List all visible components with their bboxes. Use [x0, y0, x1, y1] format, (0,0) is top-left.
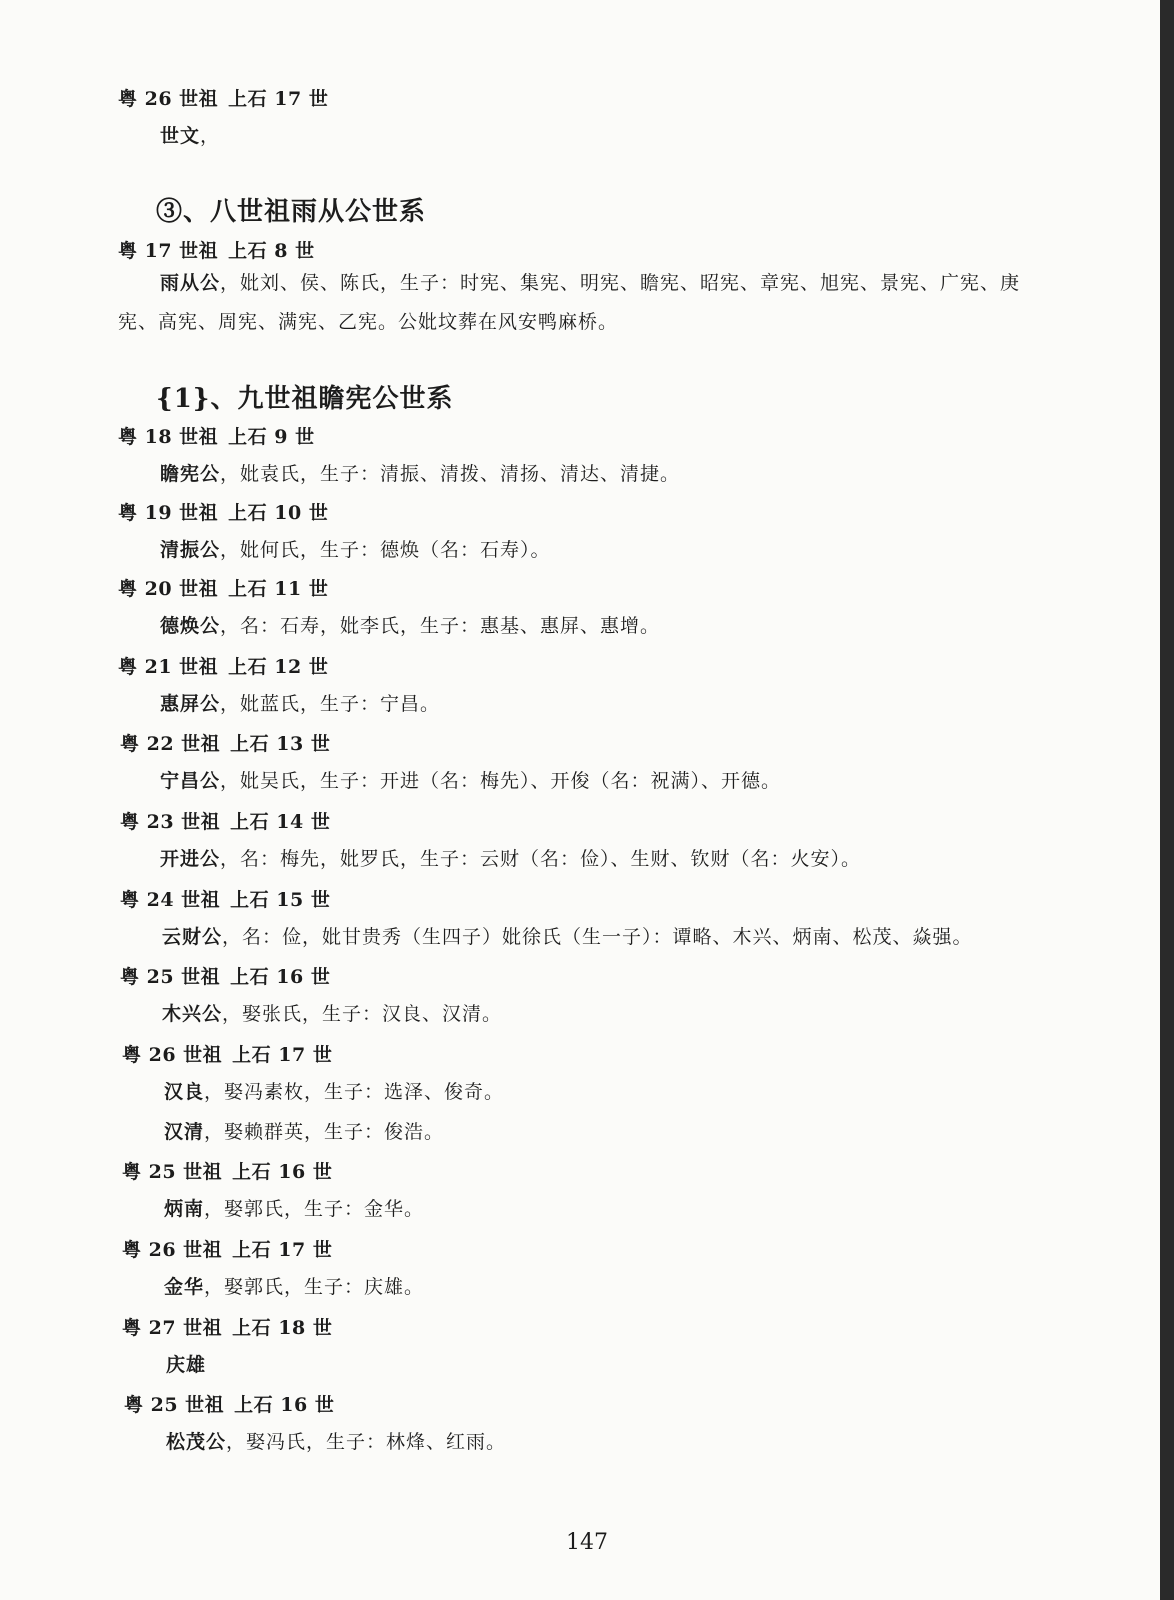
generation-label: 粤 24 世祖: [120, 889, 221, 911]
person-entry: [164, 1117, 444, 1144]
generation-label: 粤 21 世祖: [118, 656, 219, 678]
section-title: ③、八世祖雨从公世系: [156, 197, 427, 227]
person-details: ，娶张氏，生子：汉良、汉清。: [222, 1003, 503, 1025]
scan-edge: [1160, 0, 1174, 1600]
person-name: 汉清: [164, 1121, 205, 1143]
page-number: 147: [566, 1530, 608, 1555]
person-name: 炳南: [164, 1198, 205, 1220]
generation-heading: [120, 807, 330, 834]
section-title: {1}、九世祖瞻宪公世系: [156, 384, 454, 414]
person-entry: [162, 999, 502, 1026]
generation-label: 粤 18 世祖: [118, 426, 219, 448]
person-name: 清振公: [160, 539, 221, 561]
person-entry: [160, 535, 551, 562]
generation-heading: [122, 1235, 332, 1262]
generation-sub-label: 上石 17 世: [232, 1044, 333, 1066]
person-details: ，娶冯素枚，生子：选泽、俊奇。: [204, 1081, 505, 1103]
generation-sub-label: 上石 16 世: [232, 1161, 333, 1183]
person-name: 雨从公: [160, 272, 221, 294]
generation-sub-label: 上石 14 世: [230, 811, 331, 833]
person-entry: [160, 611, 660, 638]
generation-sub-label: 上石 18 世: [232, 1317, 333, 1339]
generation-label: 粤 20 世祖: [118, 578, 219, 600]
person-entry: [160, 844, 861, 871]
generation-label: 粤 25 世祖: [122, 1161, 223, 1183]
person-name: 木兴公: [162, 1003, 223, 1025]
generation-label: 粤 25 世祖: [120, 966, 221, 988]
generation-heading: [118, 236, 315, 263]
generation-heading: [120, 962, 330, 989]
generation-sub-label: 上石 17 世: [232, 1239, 333, 1261]
generation-label: 粤 17 世祖: [118, 240, 219, 262]
generation-sub-label: 上石 16 世: [234, 1394, 335, 1416]
generation-heading: [124, 1390, 334, 1417]
person-name: 世文: [160, 125, 201, 147]
person-name: 开进公: [160, 848, 221, 870]
generation-label: 粤 26 世祖: [122, 1044, 223, 1066]
generation-sub-label: 上石 10 世: [228, 502, 329, 524]
generation-sub-label: 上石 8 世: [228, 240, 315, 262]
generation-sub-label: 上石 17 世: [228, 88, 329, 110]
generation-heading: [118, 574, 328, 601]
person-entry: [160, 459, 680, 486]
person-name: 汉良: [164, 1081, 205, 1103]
person-entry: [166, 1350, 206, 1377]
generation-sub-label: 上石 15 世: [230, 889, 331, 911]
generation-heading: [118, 652, 328, 679]
person-entry: [160, 121, 220, 148]
person-name: 瞻宪公: [160, 463, 221, 485]
person-details: ，名：石寿，妣李氏，生子：惠基、惠屏、惠增。: [220, 615, 661, 637]
generation-sub-label: 上石 13 世: [230, 733, 331, 755]
generation-label: 粤 26 世祖: [118, 88, 219, 110]
person-details: ，妣刘、侯、陈氏，生子：时宪、集宪、明宪、瞻宪、昭宪、章宪、旭宪、景宪、广宪、庚宪、高宪、周宪、满宪、乙宪。公妣坟葬在风安鸭麻桥。: [118, 272, 1021, 333]
generation-heading: [122, 1157, 332, 1184]
generation-heading: [118, 498, 328, 525]
person-entry: [166, 1427, 506, 1454]
person-details: ，妣吴氏，生子：开进（名：梅先）、开俊（名：祝满）、开德。: [220, 770, 782, 792]
person-entry: [162, 922, 973, 949]
person-details: ，娶郭氏，生子：庆雄。: [204, 1276, 425, 1298]
generation-label: 粤 25 世祖: [124, 1394, 225, 1416]
generation-sub-label: 上石 11 世: [228, 578, 329, 600]
generation-heading: [118, 422, 315, 449]
person-details: ，名：俭，妣甘贵秀（生四子）妣徐氏（生一子）：谭略、木兴、炳南、松茂、焱强。: [222, 926, 973, 948]
person-entry: [118, 264, 1038, 342]
generation-sub-label: 上石 16 世: [230, 966, 331, 988]
person-details: ，妣袁氏，生子：清振、清拨、清扬、清达、清捷。: [220, 463, 681, 485]
generation-heading: [118, 84, 328, 111]
generation-label: 粤 26 世祖: [122, 1239, 223, 1261]
generation-sub-label: 上石 9 世: [228, 426, 315, 448]
person-name: 宁昌公: [160, 770, 221, 792]
person-name: 金华: [164, 1276, 205, 1298]
generation-heading: [120, 729, 330, 756]
generation-label: 粤 27 世祖: [122, 1317, 223, 1339]
person-name: 云财公: [162, 926, 223, 948]
person-details: ，名：梅先，妣罗氏，生子：云财（名：俭）、生财、钦财（名：火安）。: [220, 848, 862, 870]
generation-heading: [120, 885, 330, 912]
generation-label: 粤 22 世祖: [120, 733, 221, 755]
person-entry: [164, 1077, 504, 1104]
person-details: ，娶郭氏，生子：金华。: [204, 1198, 425, 1220]
person-details: ，妣何氏，生子：德焕（名：石寿）。: [220, 539, 551, 561]
person-name: 庆雄: [166, 1354, 207, 1376]
person-details: ，娶赖群英，生子：俊浩。: [204, 1121, 445, 1143]
person-entry: [160, 766, 781, 793]
person-name: 惠屏公: [160, 693, 221, 715]
person-name: 德焕公: [160, 615, 221, 637]
generation-label: 粤 23 世祖: [120, 811, 221, 833]
generation-heading: [122, 1040, 332, 1067]
generation-sub-label: 上石 12 世: [228, 656, 329, 678]
generation-heading: [122, 1313, 332, 1340]
person-details: ，妣蓝氏，生子：宁昌。: [220, 693, 441, 715]
person-name: 松茂公: [166, 1431, 227, 1453]
generation-label: 粤 19 世祖: [118, 502, 219, 524]
person-details: ，: [200, 125, 221, 147]
person-entry: [164, 1272, 424, 1299]
person-entry: [160, 689, 440, 716]
person-entry: [164, 1194, 424, 1221]
person-details: ，娶冯氏，生子：林烽、红雨。: [226, 1431, 507, 1453]
